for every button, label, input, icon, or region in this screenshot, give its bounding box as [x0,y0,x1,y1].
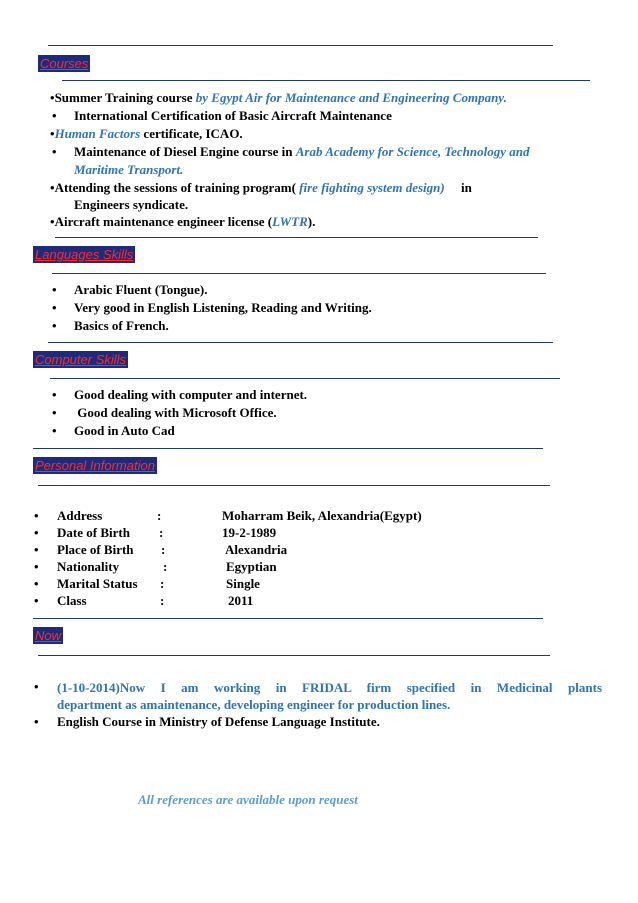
personal-label: Place of Birth [57,542,134,557]
personal-heading: Personal Information [35,458,155,473]
computer-item: Good dealing with Microsoft Office. [74,405,277,420]
bullet-icon: • [34,508,39,523]
divider [55,237,538,238]
bullet-icon: • [34,714,39,729]
language-item: Arabic Fluent (Tongue). [74,282,208,297]
courses-heading: Courses [40,56,89,71]
now-heading: Now [35,628,62,643]
personal-sep: : [160,593,165,608]
references-note: All references are available upon request [138,792,358,807]
personal-label: Address [57,508,103,523]
course-item: •Aircraft maintenance engineer license (LWTR). [50,214,316,229]
course-item: •Summer Training course by Egypt Air for Maintenance and Engineering Company. [50,90,507,105]
personal-sep: : [161,542,166,557]
bullet-icon: • [52,108,57,123]
personal-label: Marital Status [57,576,138,591]
divider [50,378,560,379]
computer-item: Good in Auto Cad [74,423,175,438]
personal-value: Single [226,576,260,591]
course-item: International Certification of Basic Aircraft Maintenance [74,108,392,123]
divider [33,618,543,619]
bullet-icon: • [52,300,57,315]
personal-sep: : [163,559,168,574]
languages-heading: Languages Skills [35,247,134,262]
bullet-icon: • [52,144,57,159]
bullet-icon: • [34,542,39,557]
bullet-icon: • [34,559,39,574]
now-item-line: department as amaintenance, developing engineer for production lines. [57,697,451,712]
now-item: English Course in Ministry of Defense Language Institute. [57,714,380,729]
course-item: •Attending the sessions of training program( fire fighting system design) in [50,180,472,195]
language-item: Very good in English Listening, Reading and Writing. [74,300,372,315]
divider [52,273,546,274]
personal-value: 19-2-1989 [222,525,277,540]
computer-item: Good dealing with computer and internet. [74,387,308,402]
divider [33,448,543,449]
divider [38,485,550,486]
divider [48,342,553,343]
personal-value: Alexandria [225,542,288,557]
divider [38,655,550,656]
computer-heading: Computer Skills [35,352,127,367]
personal-value: Egyptian [226,559,277,574]
personal-sep: : [159,525,164,540]
bullet-icon: • [52,387,57,402]
now-item [57,679,602,713]
language-item: Basics of French. [74,318,169,333]
bullet-icon: • [52,423,57,438]
bullet-icon: • [34,576,39,591]
bullet-icon: • [34,525,39,540]
personal-sep: : [160,576,165,591]
personal-label: Class [57,593,87,608]
course-item-continued: Engineers syndicate. [74,197,189,212]
bullet-icon: • [52,318,57,333]
personal-value: Moharram Beik, Alexandria(Egypt) [222,508,422,523]
course-item: •Human Factors certificate, ICAO. [50,126,243,141]
now-item-line: (1-10-2014)Now I am working in FRIDAL firm specified in Medicinal plants [57,680,602,695]
bullet-icon: • [52,282,57,297]
bullet-icon: • [34,593,39,608]
divider [62,80,590,81]
personal-value: 2011 [228,593,254,608]
personal-label: Nationality [57,559,120,574]
course-item-continued: Maritime Transport. [74,162,184,177]
divider [48,45,553,46]
course-item: Maintenance of Diesel Engine course in Arab Academy for Science, Technology and [74,144,530,159]
personal-label: Date of Birth [57,525,130,540]
bullet-icon: • [52,405,57,420]
personal-sep: : [157,508,162,523]
bullet-icon: • [34,679,39,694]
